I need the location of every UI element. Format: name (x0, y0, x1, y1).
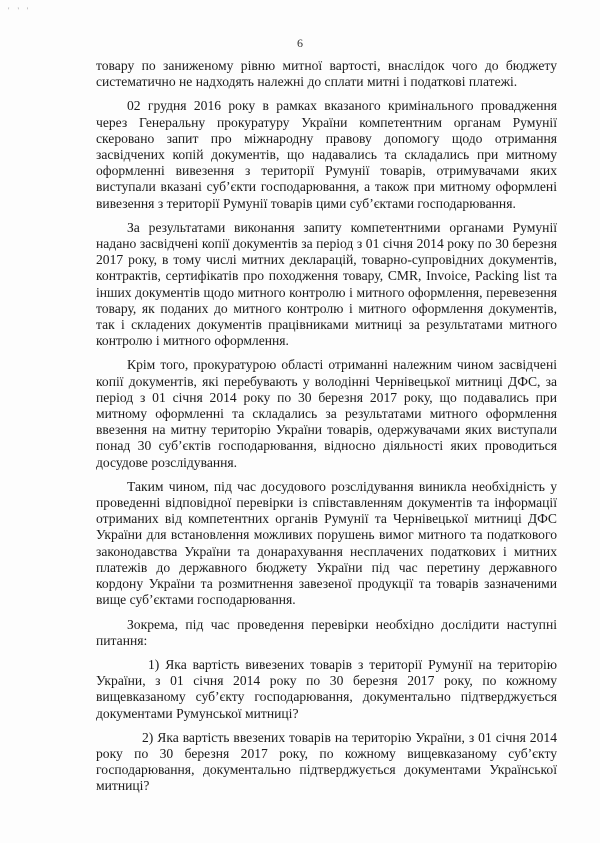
document-body (96, 58, 557, 803)
paragraph-questions-intro: Зокрема, під час проведення перевірки необхідно дослідити наступні питання: (96, 616, 557, 648)
paragraph-request-romania: 02 грудня 2016 року в рамках вказаного кримінального провадження через Генеральну прокуратуру України компетентним органам Румунії скеровано запит про міжнародну правову допомогу щодо отримання засвідчених копій документів, що надавались та складались при митному оформленні вивезення з території Румунії товарів, отримувачами яких виступали вказані суб’єкти господарювання, а також при митному оформлені вивезення з території Румунії товарів цими суб’єктами господарювання. (96, 98, 557, 211)
page-number: 6 (297, 36, 303, 50)
question-2: 2) Яка вартість ввезених товарів на територію України, з 01 січня 2014 року по 30 березня 2017 року, по кожному вищевказаному суб’єкту господарювання, документально підтверджується документами Української митниці? (96, 729, 557, 794)
paragraph-inspection-need: Таким чином, під час досудового розслідування виникла необхідність у проведенні відповідної перевірки із співставленням документів та інформації отриманих від компетентних органів Румунії та Чернівецької митниці ДФС України для встановлення можливих порушень вимог митного та податкового законодавства України та донарахування несплачених податкових і митних платежів до державного бюджету України під час перетину державного кордону України та розмитнення завезеної продукції та товарів зазначеними вище суб’єктами господарювання. (96, 478, 557, 608)
paragraph-continuation: товару по заниженому рівню митної вартості, внаслідок чого до бюджету систематично не надходять належні до сплати митні і податкові платежі. (96, 58, 557, 90)
question-1: 1) Яка вартість вивезених товарів з території Румунії на територію України, з 01 січня 2014 року по 30 березня 2017 року, по кожному вищевказаному суб’єкту господарювання, документально підтверджується документами Румунської митниці? (96, 656, 557, 721)
paragraph-request-results: За результатами виконання запиту компетентними органами Румунії надано засвідчені копії документів за період з 01 січня 2014 року по 30 березня 2017 року, в тому числі митних декларацій, товарно-супровідних документів, контрактів, сертифікатів про походження товару, CMR, Invoice, Packing list та інших документів щодо митного контролю і митного оформлення, перевезення товару, як поданих до митного контролю і митного оформлення документів, так і складених документів працівниками митниці за результатами митного контролю і митного оформлення. (96, 219, 557, 349)
scan-corner-marks: ' ' ' (8, 6, 32, 15)
paragraph-chernivtsi-customs: Крім того, прокуратурою області отриманні належним чином засвідчені копії документів, які перебувають у володінні Чернівецької митниці ДФС, за період з 01 січня 2014 року по 30 березня 2017 року, що подавались при митному оформленні та складались за результатами митного оформлення ввезення на митну територію України товарів, одержувачами яких виступали понад 30 суб’єктів господарювання, відносно діяльності яких проводиться досудове розслідування. (96, 357, 557, 470)
